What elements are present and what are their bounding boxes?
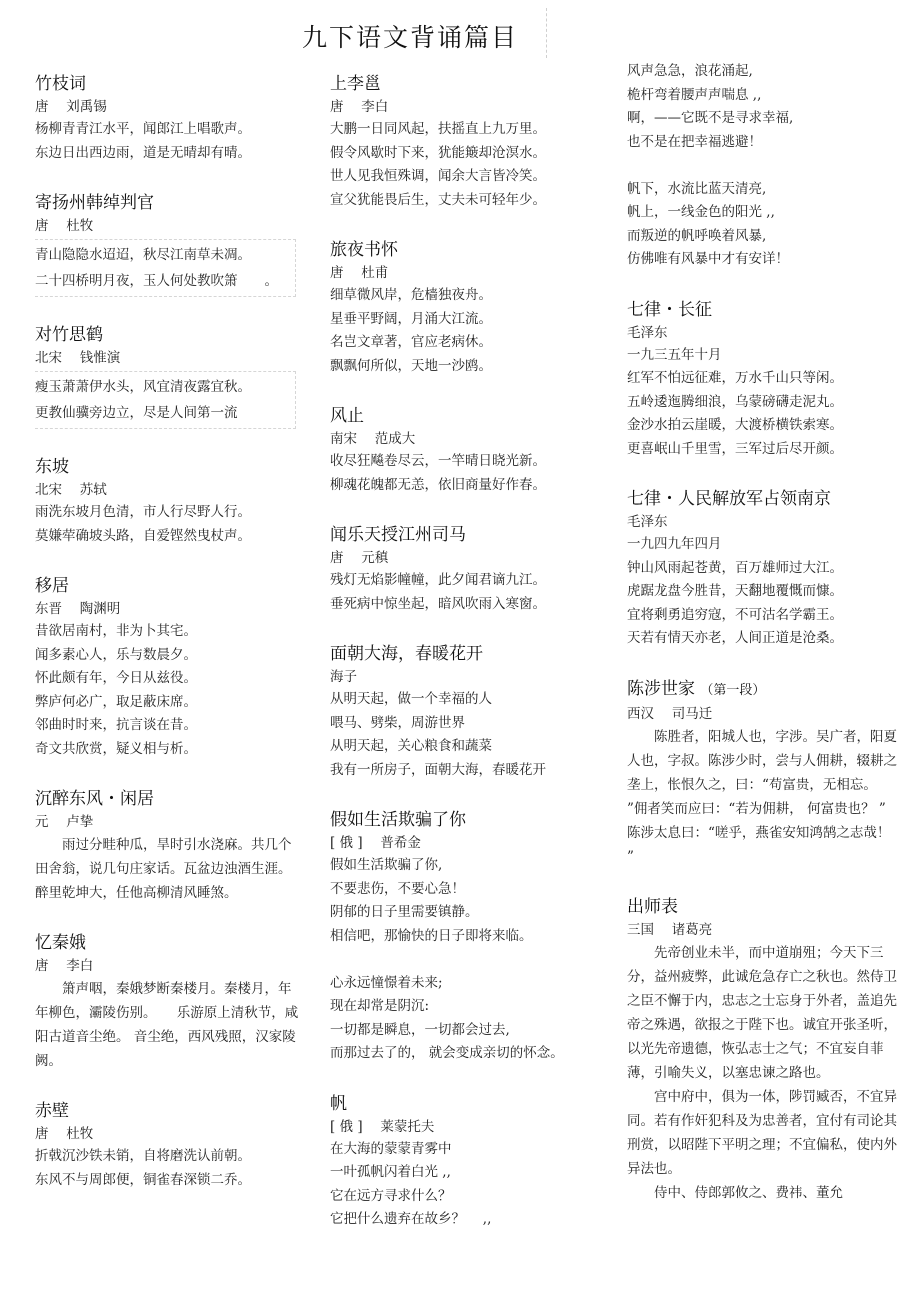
verse-line: 啊，——它既不是寻求幸福, <box>627 110 794 126</box>
poem-section <box>35 761 300 905</box>
poem-title: 对竹思鹤 <box>35 325 103 345</box>
poem-author: [ 俄 ] 莱蒙托夫 <box>330 1118 435 1135</box>
poem-section <box>330 782 600 1066</box>
verse-line: 莫嫌荦确坡头路，自爱铿然曳杖声。 <box>35 527 251 544</box>
poem-author: 海子 <box>330 669 357 685</box>
poem-section <box>330 378 600 497</box>
verse-line: 奇文共欣赏，疑义相与析。 <box>35 740 197 757</box>
verse-line: 雨洗东坡月色清，市人行尽野人行。 <box>35 504 251 520</box>
page-title: 九下语文背诵篇目 <box>301 23 518 52</box>
spacer <box>330 212 600 226</box>
verse-line: 也不是在把幸福逃避！ <box>627 133 762 150</box>
poem-title: 闻乐天授江州司马 <box>330 525 466 545</box>
verse-line: 名岂文章著，官应老病休。 <box>330 334 492 350</box>
verse-line: 一叶孤帆闪着白光 ,, <box>330 1164 451 1180</box>
verse-line: 钟山风雨起苍黄，百万雄师过大江。 <box>627 559 843 576</box>
poem-section <box>35 72 300 165</box>
poem-title: 出师表 <box>627 896 678 917</box>
poem-section <box>35 1073 300 1192</box>
verse-line: 天若有情天亦老，人间正道是沧桑。 <box>627 630 843 646</box>
poem-author: 北宋 钱惟演 <box>35 350 121 366</box>
verse-line: 从明天起，做一个幸福的人 <box>330 691 492 707</box>
spacer <box>627 651 897 665</box>
verse-line: 宣父犹能畏后生，丈夫未可轻年少。 <box>330 191 546 208</box>
verse-line: 柳魂花魄都无恙，依旧商量好作春。 <box>330 476 546 493</box>
verse-line: 桅杆弯着腰声声喘息 ,, <box>627 86 762 103</box>
poem-author: 唐 刘禹锡 <box>35 99 107 115</box>
poem-section <box>35 297 300 429</box>
verse-line: 一九三五年十月 <box>627 346 722 363</box>
verse-line: 杨柳青青江水平，闻郎江上唱歌声。 <box>35 121 251 137</box>
poem-section <box>330 72 600 212</box>
verse-line: 喂马、劈柴，周游世界 <box>330 714 465 731</box>
verse-line: 虎踞龙盘今胜昔，天翻地覆慨而慷。 <box>627 583 843 599</box>
blank-line <box>330 948 600 972</box>
verse-line: 金沙水拍云崖暖，大渡桥横铁索寒。 <box>627 417 843 433</box>
verse-line: 收尽狂飚卷尽云，一竿晴日晓光新。 <box>330 453 546 469</box>
verse-line: 从明天起，关心粮食和蔬菜 <box>330 738 492 754</box>
poem-title: 东坡 <box>35 457 69 477</box>
verse-line: 相信吧，那愉快的日子即将来临。 <box>330 927 533 944</box>
poem-title: 假如生活欺骗了你 <box>330 810 466 830</box>
verse-line: 东风不与周郎便，铜雀春深锁二乔。 <box>35 1171 251 1188</box>
prose-paragraph: 雨过分畦种瓜，旱时引水浇麻。共几个田舍翁，说几句庄家话。瓦盆边浊酒生涯。醉里乾坤大，任他高柳清风睡煞。 <box>35 837 292 901</box>
spacer <box>35 761 300 775</box>
verse-line: 昔欲居南村，非为卜其宅。 <box>35 623 197 639</box>
spacer <box>330 1066 600 1080</box>
column-right <box>627 60 897 1205</box>
poem-title: 面朝大海，春暖花开 <box>330 644 483 664</box>
boxed-verse <box>35 239 296 297</box>
poem-title: 陈涉世家 （第一段） <box>627 678 766 699</box>
poem-title: 七律・人民解放军占领南京 <box>627 489 831 509</box>
verse-line: 垂死病中惊坐起，暗风吹雨入寒窗。 <box>330 595 546 612</box>
verse-line: 而那过去了的， 就会变成亲切的怀念。 <box>330 1045 564 1061</box>
poem-author: 唐 李白 <box>330 99 389 115</box>
verse-line: 帆下，水流比蓝天清亮, <box>627 180 767 197</box>
poem-section <box>35 165 300 297</box>
poem-author: 西汉 司马迁 <box>627 705 713 722</box>
verse-line: 闻多素心人，乐与数晨夕。 <box>35 646 197 663</box>
verse-line: 星垂平野阔，月涌大江流。 <box>330 310 492 327</box>
verse-line: 青山隐隐水迢迢，秋尽江南草未凋。 <box>35 247 251 263</box>
verse-line: 红军不怕远征难，万水千山只等闲。 <box>627 370 843 386</box>
spacer <box>330 497 600 511</box>
verse-line: 帆上，一线金色的阳光 ,, <box>627 204 775 220</box>
poem-title: 赤壁 <box>35 1101 69 1121</box>
verse-line: 瘦玉萧萧伊水头，风宜清夜露宜秋。 <box>35 379 251 395</box>
poem-author: 元 卢挚 <box>35 814 94 830</box>
verse-line: 仿佛唯有风暴中才有安详！ <box>627 251 789 267</box>
spacer <box>35 297 300 311</box>
verse-line: 邻曲时时来，抗言谈在昔。 <box>35 717 197 733</box>
boxed-verse <box>35 371 296 429</box>
poem-section <box>35 548 300 761</box>
verse-line: 一切都是瞬息，一切都会过去, <box>330 1021 510 1038</box>
verse-line: 细草微风岸，危樯独夜舟。 <box>330 287 492 303</box>
poem-author: 北宋 苏轼 <box>35 482 107 498</box>
poem-title: 寄扬州韩绰判官 <box>35 193 154 213</box>
poem-section <box>330 1066 600 1232</box>
verse-line: 更教仙骥旁边立，尽是人间第一流 <box>35 405 238 421</box>
verse-line: 不要悲伤，不要心急！ <box>330 880 465 897</box>
poem-section <box>35 905 300 1073</box>
poem-section <box>627 651 897 869</box>
spacer <box>35 429 300 443</box>
verse-line: 现在却常是阴沉: <box>330 998 430 1014</box>
verse-line: 东边日出西边雨，道是无晴却有晴。 <box>35 144 251 161</box>
column-left <box>35 60 300 1192</box>
verse-line: 五岭逶迤腾细浪，乌蒙磅礴走泥丸。 <box>627 393 843 410</box>
poem-title: 旅夜书怀 <box>330 240 398 260</box>
verse-line: 更喜岷山千里雪，三军过后尽开颜。 <box>627 440 843 457</box>
poem-author: 唐 杜牧 <box>35 218 94 234</box>
prose-paragraph: 侍中、侍郎郭攸之、费祎、董允 <box>654 1184 843 1201</box>
poem-title: 风止 <box>330 406 364 426</box>
poem-author: 南宋 范成大 <box>330 431 416 447</box>
verse-line: 假如生活欺骗了你, <box>330 857 443 873</box>
poem-section <box>627 272 897 462</box>
poem-title: 竹枝词 <box>35 74 86 94</box>
spacer <box>627 461 897 475</box>
prose-paragraph: 先帝创业未半，而中道崩殂；今天下三分，益州疲弊，此诚危急存亡之秋也。然侍卫之臣不懈于内，忠志之士忘身于外者，盖追先帝之殊遇，欲报之于陛下也。诚宜开张圣听，以光先帝遗德，恢弘志士之气；不宜妄自菲薄，引喻失义，以塞忠谏之路也。 <box>627 944 897 1081</box>
verse-line: 世人见我恒殊调，闻余大言皆冷笑。 <box>330 168 546 184</box>
prose-paragraph: 陈胜者，阳城人也，字涉。吴广者，阳夏人也，字叔。陈涉少时，尝与人佣耕，辍耕之垄上，怅恨久之，曰：“苟富贵，无相忘。 ”佣者笑而应曰：“若为佣耕， 何富贵也？ ” 陈涉太息曰：“嗟乎，燕雀安知鸿鹄之志哉！ ” <box>627 728 897 865</box>
spacer <box>627 272 897 286</box>
poem-title: 上李邕 <box>330 74 381 94</box>
poem-section <box>330 212 600 378</box>
verse-line: 假令风歇时下来，犹能簸却沧溟水。 <box>330 144 546 161</box>
blank-line <box>627 154 897 178</box>
verse-line: 折戟沉沙铁未销，自将磨洗认前朝。 <box>35 1148 251 1164</box>
poem-title: 七律・长征 <box>627 299 712 320</box>
poem-section <box>35 429 300 548</box>
verse-line: 一九四九年四月 <box>627 536 722 552</box>
verse-line: 在大海的蒙蒙青雾中 <box>330 1140 452 1157</box>
spacer <box>330 782 600 796</box>
spacer <box>35 1073 300 1087</box>
verse-line: 它在远方寻求什么？ <box>330 1187 452 1204</box>
verse-line: 残灯无焰影幢幢，此夕闻君谪九江。 <box>330 572 546 588</box>
spacer <box>35 165 300 179</box>
poem-author: 毛泽东 <box>627 514 668 530</box>
prose-paragraph: 箫声咽，秦娥梦断秦楼月。秦楼月，年年柳色，灞陵伤别。 乐游原上清秋节，咸阳古道音尘绝。 音尘绝，西风残照，汉家陵阙。 <box>35 981 299 1069</box>
poem-subtitle: （第一段） <box>700 682 766 698</box>
verse-line: 它把什么遗弃在故乡？ ,, <box>330 1211 492 1227</box>
poem-section <box>627 60 897 272</box>
verse-line: 而叛逆的帆呼唤着风暴, <box>627 227 767 244</box>
verse-line: 弊庐何必广，取足蔽床席。 <box>35 693 197 710</box>
spacer <box>330 616 600 630</box>
poem-author: 唐 杜牧 <box>35 1126 94 1142</box>
verse-line: 心永远憧憬着未来; <box>330 974 443 991</box>
poem-section <box>627 461 897 651</box>
poem-author: 毛泽东 <box>627 324 668 341</box>
verse-line: 二十四桥明月夜，玉人何处教吹箫 。 <box>35 273 278 289</box>
spacer <box>35 548 300 562</box>
verse-line: 大鹏一日同风起，扶摇直上九万里。 <box>330 121 546 137</box>
spacer <box>330 378 600 392</box>
poem-author: 唐 李白 <box>35 958 94 974</box>
spacer <box>35 905 300 919</box>
verse-line: 宜将剩勇追穷寇，不可沽名学霸王。 <box>627 606 843 623</box>
verse-line: 怀此颇有年，今日从兹役。 <box>35 670 197 686</box>
verse-line: 阴郁的日子里需要镇静。 <box>330 904 479 920</box>
spacer <box>627 869 897 883</box>
poem-section <box>627 869 897 1205</box>
poem-title: 移居 <box>35 576 69 596</box>
column-middle <box>330 60 600 1232</box>
verse-line: 风声急急，浪花涌起, <box>627 63 753 79</box>
poem-title: 帆 <box>330 1093 347 1114</box>
verse-line: 飘飘何所似，天地一沙鸥。 <box>330 357 492 374</box>
prose-paragraph: 宫中府中，俱为一体，陟罚臧否，不宜异同。若有作奸犯科及为忠善者，宜付有司论其刑赏，以昭陛下平明之理；不宜偏私，使内外异法也。 <box>627 1088 897 1177</box>
poem-author: 东晋 陶渊明 <box>35 601 121 617</box>
poem-section <box>330 616 600 782</box>
poem-title: 忆秦娥 <box>35 933 86 953</box>
poem-author: 唐 杜甫 <box>330 265 389 281</box>
divider <box>546 8 547 58</box>
verse-line: 我有一所房子，面朝大海，春暖花开 <box>330 761 546 778</box>
poem-author: 唐 元稹 <box>330 550 389 566</box>
poem-section <box>330 497 600 616</box>
poem-title: 沉醉东风・闲居 <box>35 789 154 809</box>
poem-author: [ 俄 ] 普希金 <box>330 835 421 851</box>
poem-author: 三国 诸葛亮 <box>627 921 713 938</box>
